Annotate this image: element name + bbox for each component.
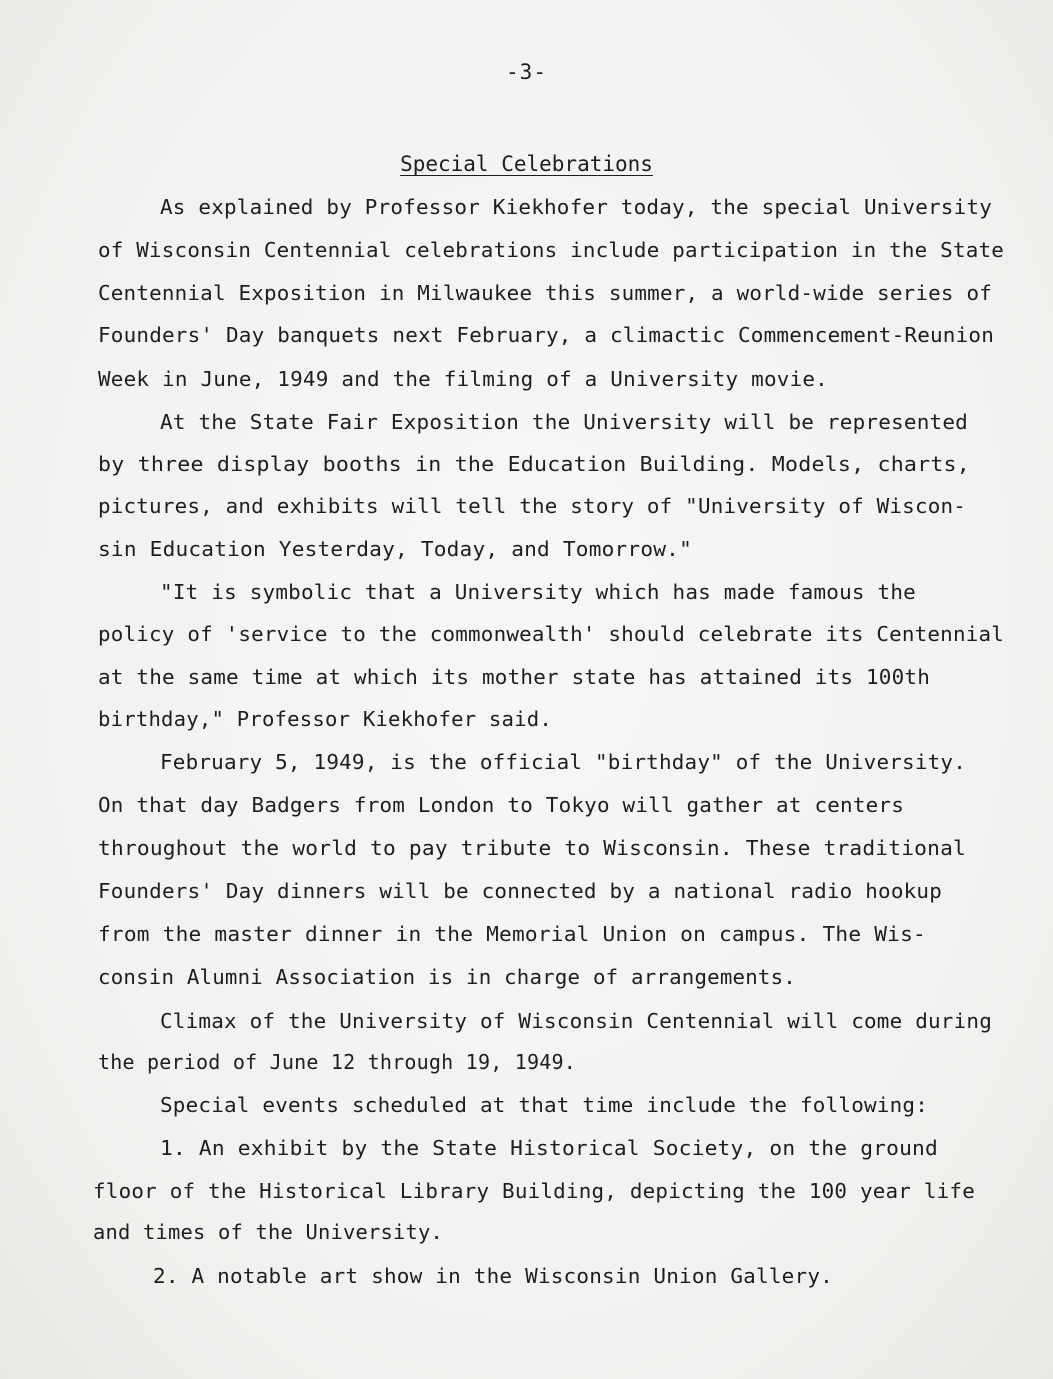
text-line: Climax of the University of Wisconsin Centennial will come during	[160, 1009, 992, 1033]
text-line: throughout the world to pay tribute to Wisconsin. These traditional	[98, 836, 966, 860]
text-line: by three display booths in the Education Building. Models, charts,	[98, 452, 971, 476]
text-line: As explained by Professor Kiekhofer today, the special University	[160, 195, 992, 219]
text-line: from the master dinner in the Memorial Union on campus. The Wis-	[98, 922, 926, 946]
list-item-continuation: floor of the Historical Library Building, depicting the 100 year life	[93, 1179, 975, 1203]
text-line: birthday," Professor Kiekhofer said.	[98, 707, 552, 731]
text-line: consin Alumni Association is in charge of arrangements.	[98, 965, 796, 989]
list-item: 2. A notable art show in the Wisconsin Union Gallery.	[153, 1264, 833, 1288]
page-number: -3-	[506, 60, 547, 84]
text-line: sin Education Yesterday, Today, and Tomorrow."	[98, 537, 692, 561]
text-line: At the State Fair Exposition the University will be represented	[160, 410, 968, 434]
text-line: "It is symbolic that a University which has made famous the	[160, 580, 916, 604]
list-item-continuation: and times of the University.	[93, 1220, 444, 1244]
text-line: February 5, 1949, is the official "birthday" of the University.	[160, 750, 966, 774]
text-line: Founders' Day banquets next February, a climactic Commencement-Reunion	[98, 323, 995, 347]
section-heading-text: Special Celebrations	[400, 152, 653, 176]
text-line: Founders' Day dinners will be connected by a national radio hookup	[98, 879, 942, 903]
text-line: policy of 'service to the commonwealth' should celebrate its Centennial	[98, 622, 1005, 646]
text-line: at the same time at which its mother state has attained its 100th	[98, 665, 930, 689]
text-line: Special events scheduled at that time include the following:	[160, 1093, 928, 1117]
text-line: pictures, and exhibits will tell the story of "University of Wiscon-	[98, 494, 967, 518]
list-item: 1. An exhibit by the State Historical Society, on the ground	[160, 1136, 938, 1160]
text-line: of Wisconsin Centennial celebrations include participation in the State	[98, 238, 1005, 262]
text-line: Week in June, 1949 and the filming of a University movie.	[98, 367, 828, 391]
text-line: Centennial Exposition in Milwaukee this summer, a world-wide series of	[98, 281, 992, 305]
text-line: the period of June 12 through 19, 1949.	[98, 1050, 576, 1074]
section-heading	[0, 152, 1053, 176]
text-line: On that day Badgers from London to Tokyo will gather at centers	[98, 793, 904, 817]
